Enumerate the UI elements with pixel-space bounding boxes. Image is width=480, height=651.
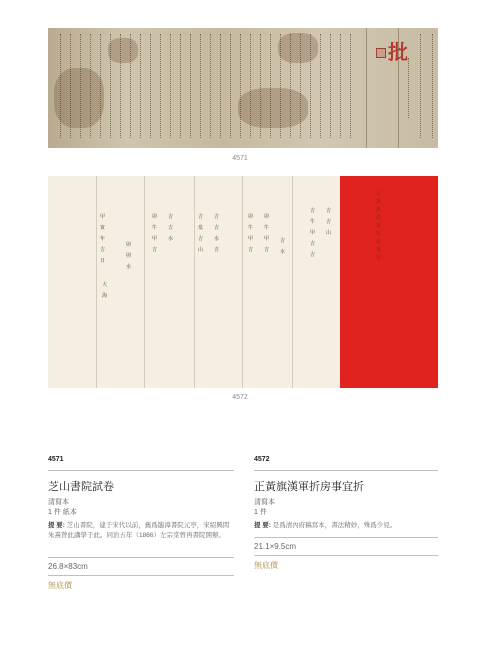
- lot-quantity: 1 件 紙本: [48, 509, 77, 516]
- memorial-image: 甲寅年吉日 大海 卯卯水 卯牛甲吉 吉吉水 吉泉吉山 吉吉水吉 卯牛甲吉 卯牛甲吉 吉水 吉牛甲吉吉 吉吉山 正黃旗漢軍折房事宜: [48, 176, 438, 388]
- note-label: 提 要:: [254, 522, 271, 529]
- image-caption-4571: 4571: [232, 155, 248, 162]
- exam-scroll-image: [48, 28, 438, 148]
- divider: [254, 555, 438, 556]
- lot-edition: 清寫本: [254, 499, 275, 506]
- divider: [48, 557, 234, 558]
- divider: [48, 470, 234, 471]
- lot-number: 4571: [48, 456, 64, 463]
- lot-quantity: 1 件: [254, 509, 267, 516]
- lot-dimensions: 21.1×9.5cm: [254, 542, 297, 551]
- lot-number: 4572: [254, 456, 270, 463]
- note-text: 是爲清內府稿寫本，書法精妙，殊爲少見。: [272, 522, 397, 529]
- red-character: 批: [388, 40, 408, 64]
- lot-price: 無底價: [254, 561, 278, 570]
- lot-title: 芝山書院試卷: [48, 480, 114, 493]
- red-cover: 正黃旗漢軍折房事宜: [340, 176, 438, 388]
- lot-edition: 清寫本: [48, 499, 69, 506]
- lot-description: [48, 521, 234, 541]
- lot-price: 無底價: [48, 581, 72, 590]
- divider: [48, 575, 234, 576]
- divider: [254, 470, 438, 471]
- lot-description: [254, 521, 438, 531]
- note-text: 芝山書院，建于宋代以前，舊爲臨漳書院元亭，宋紹興間朱熹曾此講學于此。同治五年（1866）左宗棠曾再書院開辦。: [48, 522, 230, 539]
- note-label: 提 要:: [48, 522, 65, 529]
- lot-dimensions: 26.8×83cm: [48, 562, 88, 571]
- divider: [254, 537, 438, 538]
- lot-title: 正黃旗漢軍折房事宜折: [254, 480, 364, 493]
- image-caption-4572: 4572: [232, 394, 248, 401]
